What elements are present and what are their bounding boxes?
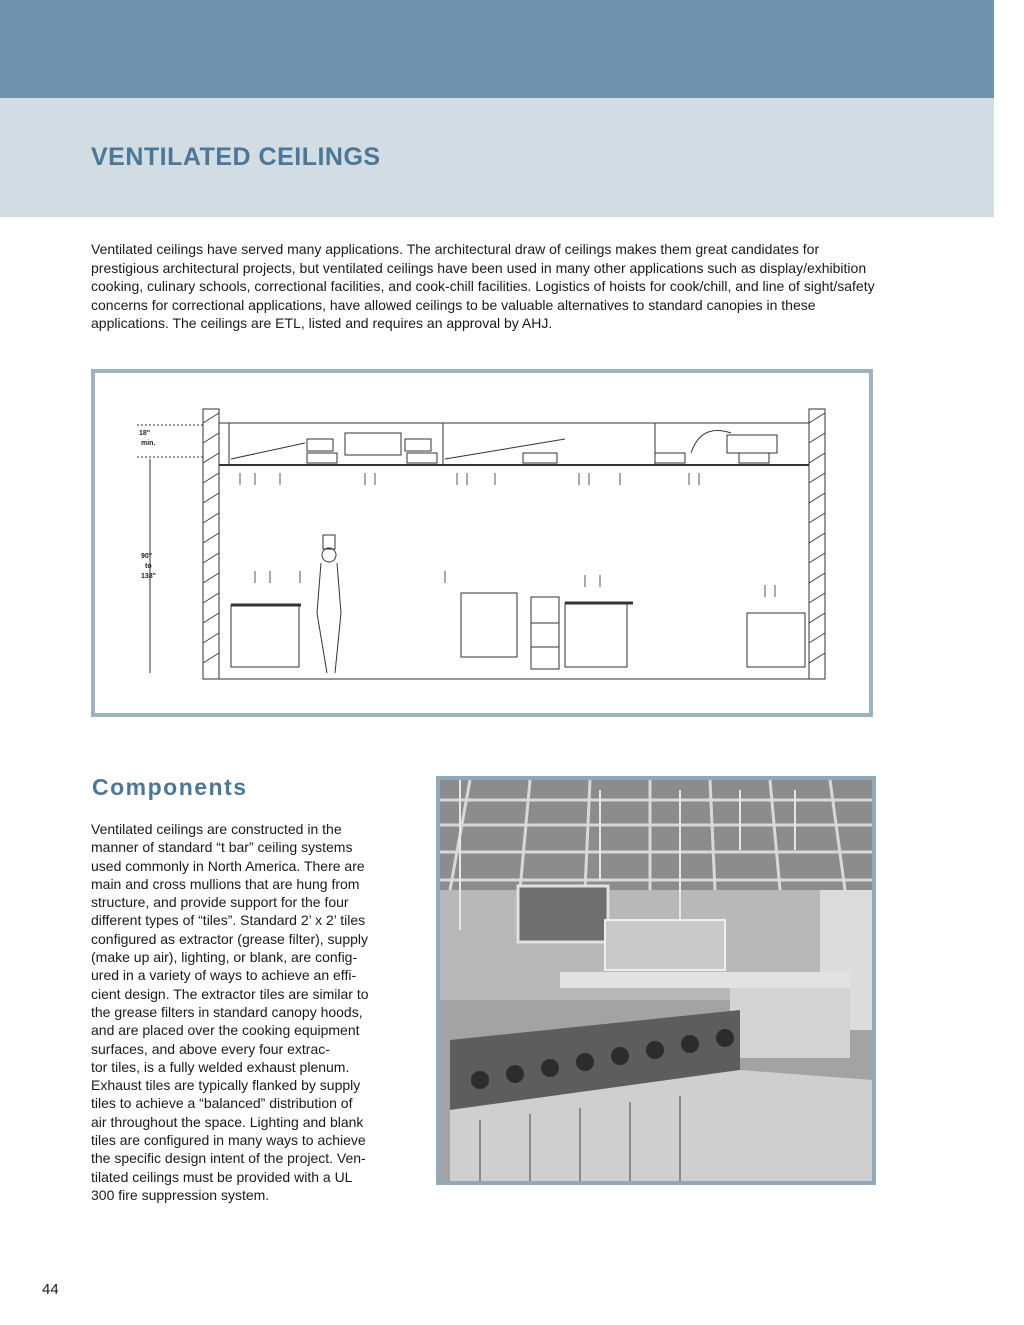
components-paragraph (91, 820, 421, 1204)
components-line: structure, and provide support for the four (91, 894, 349, 911)
components-line: (make up air), lighting, or blank, are config- (91, 949, 358, 966)
components-line: cient design. The extractor tiles are similar to (91, 985, 369, 1002)
dim-top-line1: 18" (139, 430, 151, 437)
diagram-drawing (95, 373, 869, 713)
header-color-band (0, 0, 994, 98)
page-title: VENTILATED CEILINGS (91, 143, 381, 171)
components-line: air throughout the space. Lighting and blank (91, 1113, 364, 1130)
page-number: 44 (42, 1281, 59, 1298)
dim-height-line2: to (145, 563, 152, 570)
components-line: manner of standard “t bar” ceiling systems (91, 839, 353, 856)
components-line: tiles to achieve a “balanced” distribution of (91, 1095, 353, 1112)
kitchen-photo-image (440, 780, 872, 1181)
dim-top-line2: min. (141, 440, 156, 447)
components-line: tiles are configured in many ways to achieve (91, 1132, 366, 1149)
components-line: configured as extractor (grease filter), supply (91, 930, 369, 947)
components-line: main and cross mullions that are hung from (91, 875, 360, 892)
ceiling-section-diagram (91, 369, 873, 717)
components-line: tor tiles, is a fully welded exhaust plenum. (91, 1058, 350, 1075)
components-line: Ventilated ceilings are constructed in the (91, 821, 342, 837)
components-line: Exhaust tiles are typically flanked by supply (91, 1077, 361, 1094)
components-line: tilated ceilings must be provided with a UL (91, 1168, 353, 1185)
components-line: surfaces, and above every four extrac- (91, 1040, 330, 1057)
dim-height-line1: 90" (141, 553, 153, 560)
components-line: 300 fire suppression system. (91, 1186, 270, 1203)
components-line: the grease filters in standard canopy hoods, (91, 1003, 363, 1020)
components-line: different types of “tiles”. Standard 2’ x 2’ tiles (91, 912, 366, 929)
intro-paragraph: Ventilated ceilings have served many applications. The architectural draw of ceilings makes them great candidates for prestigious architectural projects, but ventilated ceilings have been used in many other applications such as display/exhibition cooking, culinary schools, correctional facilities, and cook-chill facilities. Logistics of hoists for cook/chill, and line of sight/safety concerns for correctional applications, have allowed ceilings to be valuable alternatives to standard canopies in these applications. The ceilings are ETL, listed and requires an approval by AHJ. (91, 241, 875, 332)
components-line: ured in a variety of ways to achieve an effi- (91, 967, 357, 984)
components-line: used commonly in North America. There are (91, 857, 365, 874)
components-line: the specific design intent of the project. Ven- (91, 1150, 366, 1167)
dim-height-line3: 138" (141, 573, 156, 580)
kitchen-photo (436, 776, 876, 1185)
components-line: and are placed over the cooking equipment (91, 1022, 360, 1039)
components-heading: Components (92, 774, 248, 800)
